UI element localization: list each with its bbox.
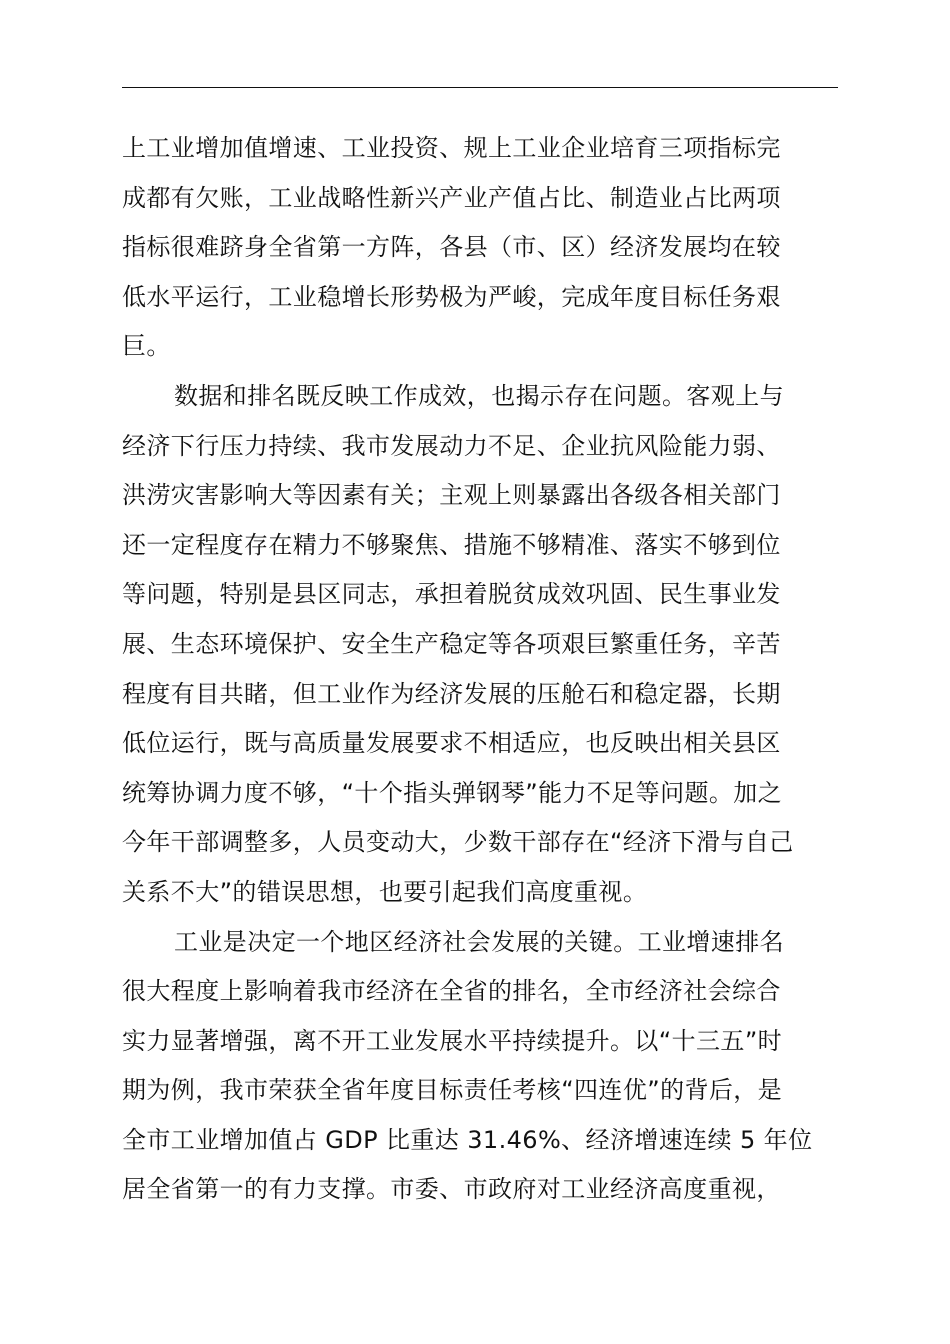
text-line: 低水平运行，工业稳增长形势极为严峻，完成年度目标任务艰 [122,282,781,311]
text-line: 程度有目共睹，但工业作为经济发展的压舱石和稳定器，长期 [122,679,781,708]
text-line: 今年干部调整多，人员变动大，少数干部存在“经济下滑与自己 [122,828,794,857]
text-line: 经济下行压力持续、我市发展动力不足、企业抗风险能力弱、 [122,431,781,460]
text-line: 实力显著增强，离不开工业发展水平持续提升。以“十三五”时 [122,1026,783,1055]
header-rule [122,87,838,88]
text-line: 展、生态环境保护、安全生产稳定等各项艰巨繁重任务，辛苦 [122,629,781,658]
body-text [122,124,842,1215]
text-line: 指标很难跻身全省第一方阵，各县（市、区）经济发展均在较 [122,233,781,262]
text-line: 还一定程度存在精力不够聚焦、措施不够精准、落实不够到位 [122,530,781,559]
text-line: 关系不大”的错误思想，也要引起我们高度重视。 [122,877,648,906]
paragraph-start-line: 数据和排名既反映工作成效，也揭示存在问题。客观上与 [174,381,784,410]
paragraph-start-line: 工业是决定一个地区经济社会发展的关键。工业增速排名 [174,927,784,956]
text-line: 居全省第一的有力支撑。市委、市政府对工业经济高度重视， [122,1175,781,1204]
text-line: 期为例，我市荣获全省年度目标责任考核“四连优”的背后，是 [122,1076,783,1105]
text-line: 巨。 [122,332,171,361]
text-line: 上工业增加值增速、工业投资、规上工业企业培育三项指标完 [122,134,781,162]
text-line: 统筹协调力度不够，“十个指头弹钢琴”能力不足等问题。加之 [122,778,783,807]
text-line: 等问题，特别是县区同志，承担着脱贫成效巩固、民生事业发 [122,580,781,609]
text-line: 洪涝灾害影响大等因素有关；主观上则暴露出各级各相关部门 [122,481,781,510]
text-line: 全市工业增加值占 GDP 比重达 31.46%、经济增速连续 5 年位 [122,1125,813,1154]
text-line: 成都有欠账，工业战略性新兴产业产值占比、制造业占比两项 [122,183,781,212]
text-line: 低位运行，既与高质量发展要求不相适应，也反映出相关县区 [122,729,781,758]
text-line: 很大程度上影响着我市经济在全省的排名，全市经济社会综合 [122,977,781,1006]
